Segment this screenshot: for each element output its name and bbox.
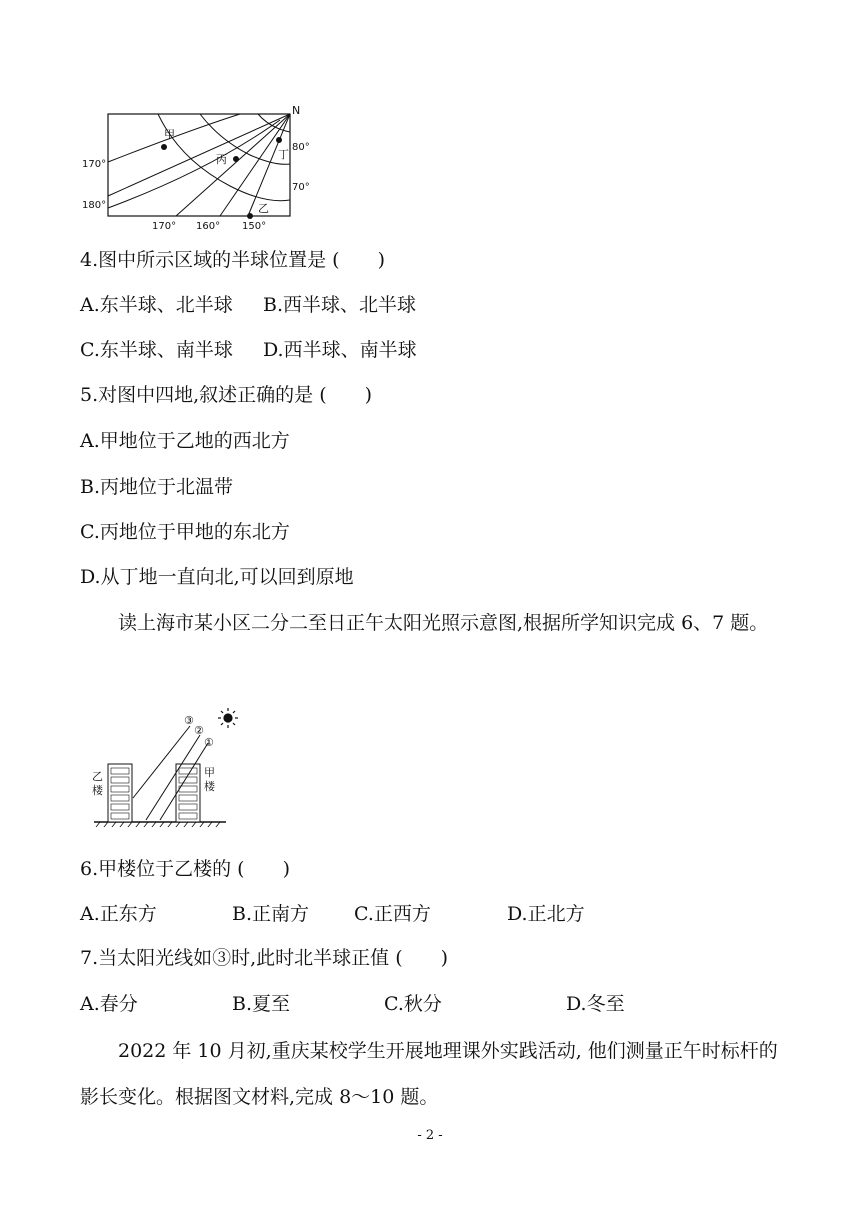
q4-option-b: B.西半球、北半球 [263, 294, 417, 316]
q7-option-c: C.秋分 [384, 993, 442, 1015]
q4-option-a: A.东半球、北半球 [80, 294, 233, 316]
q5-option-c: C.丙地位于甲地的东北方 [80, 521, 290, 543]
point-ding: 丁 [278, 148, 289, 161]
q4-option-c: C.东半球、南半球 [80, 339, 233, 361]
intro-paragraph-1: 读上海市某小区二分二至日正午太阳光照示意图,根据所学知识完成 6、7 题。 [118, 612, 769, 634]
q5-option-b: B.丙地位于北温带 [80, 476, 234, 498]
north-label: N [292, 104, 301, 117]
q6-option-d: D.正北方 [507, 903, 585, 925]
point-jia: 甲 [164, 128, 175, 141]
intro-paragraph-2: 2022 年 10 月初,重庆某校学生开展地理课外实践活动, 他们测量正午时标杆的影长变化。根据图文材料,完成 8～10 题。 [80, 1040, 778, 1108]
svg-text:楼: 楼 [204, 780, 215, 793]
q4-option-d: D.西半球、南半球 [263, 339, 417, 361]
svg-text:160°: 160° [196, 221, 221, 232]
q5-stem: 5.对图中四地,叙述正确的是 ( ) [80, 384, 373, 406]
sunlight-building-figure [80, 700, 240, 830]
q7-option-b: B.夏至 [232, 993, 291, 1015]
svg-text:170°: 170° [82, 159, 107, 170]
q7-stem: 7.当太阳光线如③时,此时北半球正值 ( ) [80, 947, 449, 969]
q6-stem: 6.甲楼位于乙楼的 ( ) [80, 858, 290, 880]
q5-option-a: A.甲地位于乙地的西北方 [80, 430, 290, 452]
page-number: - 2 - [417, 1128, 443, 1143]
q5-option-d: D.从丁地一直向北,可以回到原地 [80, 566, 354, 588]
svg-text:②: ② [194, 724, 204, 737]
q6-option-c: C.正西方 [354, 903, 431, 925]
q6-option-a: A.正东方 [80, 903, 157, 925]
svg-text:乙: 乙 [92, 770, 103, 783]
svg-text:170°: 170° [152, 221, 177, 232]
svg-text:甲: 甲 [204, 766, 215, 779]
point-yi: 乙 [258, 202, 269, 215]
q6-option-b: B.正南方 [232, 903, 310, 925]
graticule-map-figure [80, 100, 320, 235]
svg-text:150°: 150° [242, 221, 267, 232]
q7-option-a: A.春分 [80, 993, 138, 1015]
svg-text:80°: 80° [292, 142, 310, 153]
q7-option-d: D.冬至 [566, 993, 625, 1015]
svg-text:70°: 70° [292, 182, 310, 193]
q4-stem: 4.图中所示区域的半球位置是 ( ) [80, 249, 385, 271]
svg-text:楼: 楼 [92, 784, 103, 797]
svg-text:①: ① [204, 736, 214, 749]
svg-text:180°: 180° [82, 200, 107, 211]
svg-text:③: ③ [184, 714, 194, 727]
point-bing: 丙 [216, 153, 227, 166]
